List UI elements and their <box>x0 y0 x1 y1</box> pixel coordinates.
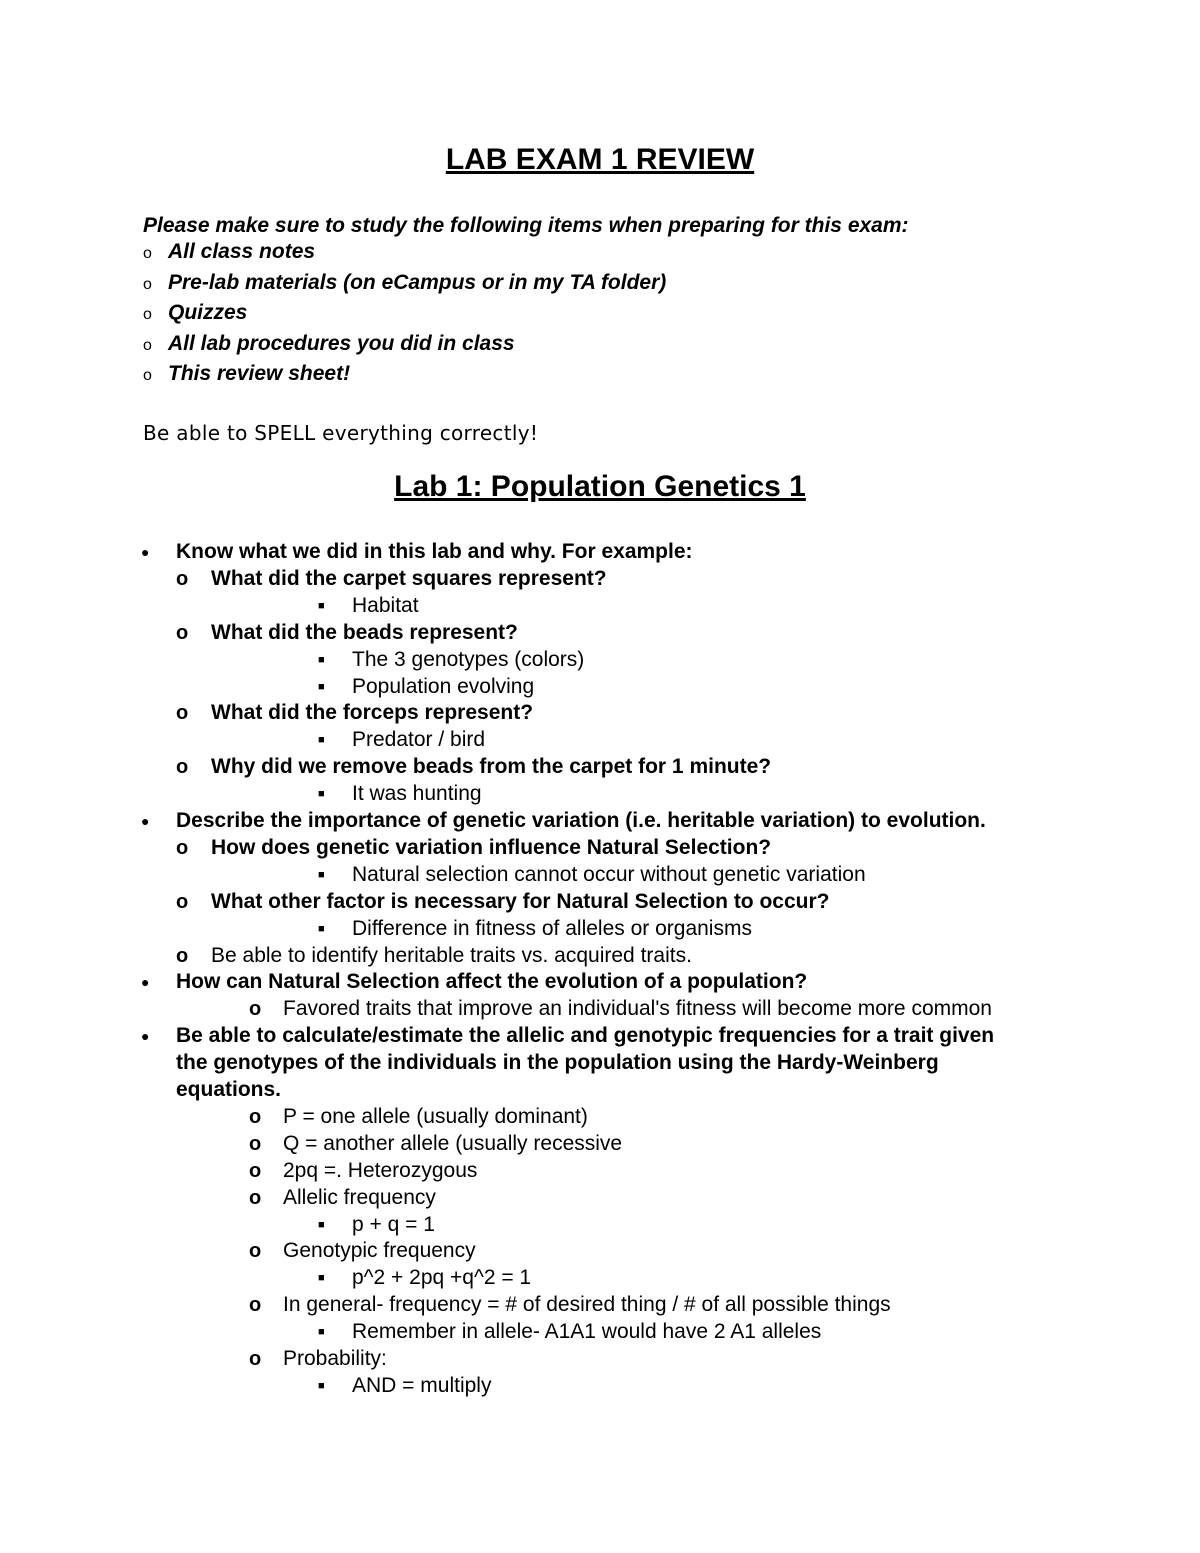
square-bullet-icon: ■ <box>318 1326 325 1339</box>
circle-bullet-icon: o <box>176 836 189 859</box>
study-item-text: This review sheet! <box>168 362 351 385</box>
circle-bullet-icon: o <box>249 1240 262 1263</box>
outline-item-text: The 3 genotypes (colors) <box>352 647 585 671</box>
round-bullet-icon: ● <box>141 813 150 829</box>
circle-bullet-icon: o <box>249 1105 262 1128</box>
outline-item-text: Favored traits that improve an individual's fitness will become more common <box>283 997 992 1021</box>
outline-item-text: Remember in allele- A1A1 would have 2 A1 alleles <box>352 1320 822 1344</box>
square-bullet-icon: ■ <box>318 868 325 881</box>
section-title: Lab 1: Population Genetics 1 <box>394 470 806 503</box>
outline-item-text: What did the carpet squares represent? <box>211 566 607 590</box>
square-bullet-icon: ■ <box>318 788 325 801</box>
study-item <box>143 298 247 330</box>
outline-item-text: What other factor is necessary for Natural Selection to occur? <box>211 889 830 913</box>
outline-item-text: What did the beads represent? <box>211 620 518 644</box>
outline-item-text: Know what we did in this lab and why. For example: <box>176 540 693 563</box>
circle-bullet-icon: o <box>176 567 189 590</box>
study-intro: Please make sure to study the following items when preparing for this exam: <box>143 214 909 237</box>
square-bullet-icon: ■ <box>318 1272 325 1285</box>
outline-item-text: p + q = 1 <box>352 1212 435 1236</box>
study-item <box>143 359 350 391</box>
round-bullet-icon: ● <box>141 974 150 991</box>
study-item-text: All class notes <box>168 240 316 263</box>
spell-note: Be able to SPELL everything correctly! <box>143 421 539 445</box>
outline-item-text: Q = another allele (usually recessive <box>283 1131 623 1155</box>
outline-item-text: Be able to identify heritable traits vs. acquired traits. <box>211 943 692 967</box>
circle-bullet-icon: o <box>176 944 189 967</box>
outline-item-text: 2pq =. Heterozygous <box>283 1158 478 1182</box>
outline-item-text: Be able to calculate/estimate the allelic and genotypic frequencies for a trait given <box>176 1024 995 1048</box>
square-bullet-icon: ■ <box>318 1379 325 1392</box>
outline-item-text: Natural selection cannot occur without genetic variation <box>352 862 866 886</box>
study-item-text: Quizzes <box>168 301 248 324</box>
outline-item-text: Why did we remove beads from the carpet for 1 minute? <box>211 755 772 779</box>
circle-bullet-icon: o <box>176 890 189 913</box>
circle-bullet-icon: o <box>143 336 152 354</box>
circle-bullet-icon: o <box>249 1348 262 1370</box>
circle-bullet-icon: o <box>249 1159 262 1182</box>
outline-item-text: Genotypic frequency <box>283 1239 476 1263</box>
page-title: LAB EXAM 1 REVIEW <box>445 143 755 176</box>
outline-item-text: It was hunting <box>352 782 482 806</box>
outline-item-text: How can Natural Selection affect the evolution of a population? <box>176 970 808 994</box>
outline-item-text: P = one allele (usually dominant) <box>283 1104 588 1128</box>
outline-item-text: What did the forceps represent? <box>211 701 534 725</box>
circle-bullet-icon: o <box>143 245 152 262</box>
circle-bullet-icon: o <box>176 621 189 644</box>
circle-bullet-icon: o <box>249 1294 262 1317</box>
study-item-text: Pre-lab materials (on eCampus or in my TA folder) <box>168 270 667 294</box>
outline-item-text: Predator / bird <box>352 728 486 752</box>
round-bullet-icon: ● <box>141 544 150 560</box>
outline-item-text: AND = multiply <box>352 1373 492 1397</box>
circle-bullet-icon: o <box>176 702 189 725</box>
square-bullet-icon: ■ <box>318 922 325 935</box>
square-bullet-icon: ■ <box>318 1218 325 1231</box>
circle-bullet-icon: o <box>143 275 152 293</box>
circle-bullet-icon: o <box>249 1186 262 1209</box>
square-bullet-icon: ■ <box>318 653 325 666</box>
outline-item-text: In general- frequency = # of desired thing / # of all possible things <box>283 1293 891 1317</box>
outline-item-text: p^2 + 2pq +q^2 = 1 <box>352 1266 532 1290</box>
outline-item-text: Probability: <box>283 1347 387 1370</box>
round-bullet-icon: ● <box>141 1028 150 1045</box>
circle-bullet-icon: o <box>143 306 152 323</box>
study-item <box>143 237 315 269</box>
circle-bullet-icon: o <box>176 756 189 779</box>
outline-item-text: Difference in fitness of alleles or organisms <box>352 916 752 940</box>
outline-item-text: equations. <box>176 1078 282 1101</box>
circle-bullet-icon: o <box>249 998 262 1021</box>
study-item <box>143 329 515 361</box>
outline-item-text: Population evolving <box>352 674 535 698</box>
circle-bullet-icon: o <box>249 1132 262 1155</box>
study-item <box>143 268 666 300</box>
outline-item-text: How does genetic variation influence Natural Selection? <box>211 835 772 859</box>
square-bullet-icon: ■ <box>318 680 325 693</box>
study-item-text: All lab procedures you did in class <box>168 331 515 355</box>
square-bullet-icon: ■ <box>318 599 325 612</box>
outline-item-text: the genotypes of the individuals in the population using the Hardy-Weinberg <box>176 1051 939 1075</box>
square-bullet-icon: ■ <box>318 734 325 747</box>
outline-item-text: Habitat <box>352 593 419 617</box>
outline-item-text: Allelic frequency <box>283 1185 436 1209</box>
circle-bullet-icon: o <box>143 367 152 384</box>
outline-item-text: Describe the importance of genetic variation (i.e. heritable variation) to evolution. <box>176 809 986 832</box>
